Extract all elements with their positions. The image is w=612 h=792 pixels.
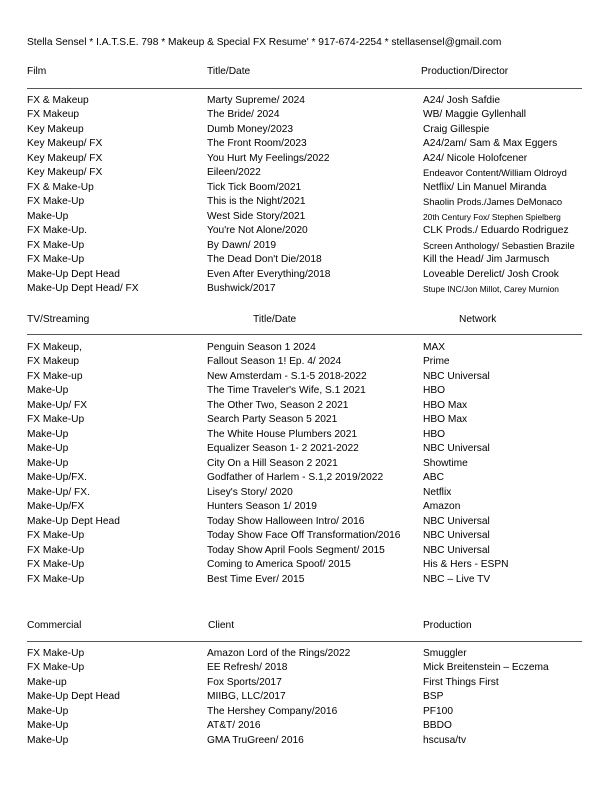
credit-title: Search Party Season 5 2021 — [207, 414, 338, 426]
credit-title: Lisey's Story/ 2020 — [207, 486, 293, 498]
credit-production: NBC – Live TV — [423, 573, 491, 585]
credit-title: This is the Night/2021 — [207, 196, 306, 208]
film-credit-row — [0, 152, 612, 166]
tv-section-header — [0, 314, 612, 328]
credit-production: NBC Universal — [423, 544, 490, 556]
credit-production: PF100 — [423, 705, 454, 717]
commercial-divider — [27, 641, 582, 642]
credit-role: FX Make-Up — [27, 662, 85, 674]
credit-title: The White House Plumbers 2021 — [207, 428, 358, 440]
credit-title: Equalizer Season 1- 2 2021-2022 — [207, 443, 359, 455]
credit-role: Make-Up Dept Head/ FX — [27, 283, 139, 295]
credit-title: The Time Traveler's Wife, S.1 2021 — [207, 385, 366, 397]
film-credit-row — [0, 94, 612, 108]
film-credit-row — [0, 224, 612, 238]
credit-role: Key Makeup — [27, 123, 84, 135]
credit-role: FX Makeup, — [27, 342, 82, 353]
credit-production: HBO — [423, 385, 446, 397]
tv-col-role: TV/Streaming — [27, 314, 90, 325]
film-credit-row — [0, 137, 612, 151]
credit-role: FX Make-Up — [27, 414, 85, 426]
credit-title: Godfather of Harlem - S.1,2 2019/2022 — [207, 472, 384, 484]
commercial-list — [0, 647, 612, 748]
credit-role: FX Make-Up — [27, 648, 85, 659]
credit-production: HBO Max — [423, 399, 468, 411]
credit-title: City On a Hill Season 2 2021 — [207, 457, 338, 469]
credit-title: By Dawn/ 2019 — [207, 239, 277, 251]
credit-role: FX Make-Up — [27, 239, 85, 251]
credit-production: Screen Anthology/ Sebastien Brazile — [423, 239, 575, 251]
credit-title: MIIBG, LLC/2017 — [207, 691, 286, 703]
credit-production: A24/ Josh Safdie — [423, 95, 501, 106]
credit-role: Key Makeup/ FX — [27, 138, 103, 150]
credit-title: The Bride/ 2024 — [207, 109, 280, 121]
credit-production: 20th Century Fox/ Stephen Spielberg — [423, 211, 561, 222]
credit-title: Today Show Halloween Intro/ 2016 — [207, 515, 365, 527]
film-credit-row — [0, 268, 612, 282]
credit-role: FX Make-Up — [27, 559, 85, 571]
credit-title: You're Not Alone/2020 — [207, 225, 308, 237]
credit-production: Smuggler — [423, 648, 467, 659]
credit-title: The Hershey Company/2016 — [207, 705, 338, 717]
credit-production: Shaolin Prods./James DeMonaco — [423, 196, 563, 208]
credit-role: FX Make-Up — [27, 544, 85, 556]
tv-credit-row — [0, 457, 612, 471]
credit-role: FX Make-up — [27, 370, 83, 382]
credit-production: Netflix/ Lin Manuel Miranda — [423, 181, 547, 193]
credit-title: AT&T/ 2016 — [207, 720, 261, 732]
credit-title: Marty Supreme/ 2024 — [207, 95, 305, 106]
tv-credit-row — [0, 573, 612, 587]
credit-role: FX & Make-Up — [27, 181, 94, 193]
film-list — [0, 94, 612, 297]
credit-production: Prime — [423, 356, 450, 368]
tv-credit-row — [0, 442, 612, 456]
tv-credit-row — [0, 428, 612, 442]
commercial-credit-row — [0, 676, 612, 690]
credit-title: Coming to America Spoof/ 2015 — [207, 559, 351, 571]
credit-production: Netflix — [423, 486, 452, 498]
credit-production: BSP — [423, 691, 444, 703]
credit-title: Today Show April Fools Segment/ 2015 — [207, 544, 385, 556]
film-credit-row — [0, 253, 612, 267]
tv-credit-row — [0, 515, 612, 529]
commercial-credit-row — [0, 661, 612, 675]
credit-production: Stupe INC/Jon Millot, Carey Murnion — [423, 284, 559, 295]
film-section-header — [0, 66, 612, 80]
credit-title: New Amsterdam - S.1-5 2018-2022 — [207, 370, 367, 382]
film-col-production: Production/Director — [421, 66, 509, 77]
credit-title: The Front Room/2023 — [207, 138, 307, 150]
credit-role: Make-up — [27, 676, 67, 688]
credit-role: Make-Up — [27, 705, 69, 717]
credit-production: BBDO — [423, 720, 452, 732]
credit-production: HBO Max — [423, 414, 468, 426]
credit-role: Make-Up/FX. — [27, 472, 88, 484]
tv-credit-row — [0, 413, 612, 427]
film-divider — [27, 88, 582, 89]
credit-title: Tick Tick Boom/2021 — [207, 181, 302, 193]
credit-role: Make-Up Dept Head — [27, 515, 120, 527]
tv-list — [0, 341, 612, 587]
credit-production: Amazon — [423, 501, 461, 513]
commercial-col-role: Commercial — [27, 620, 82, 631]
film-credit-row — [0, 181, 612, 195]
credit-title: You Hurt My Feelings/2022 — [207, 152, 330, 164]
credit-role: Make-Up/ FX. — [27, 486, 90, 498]
credit-role: FX Make-Up — [27, 573, 85, 585]
credit-production: Showtime — [423, 457, 468, 469]
film-credit-row — [0, 239, 612, 253]
credit-production: A24/ Nicole Holofcener — [423, 152, 528, 164]
credit-role: FX Makeup — [27, 109, 80, 121]
credit-role: Make-Up — [27, 385, 69, 397]
film-credit-row — [0, 195, 612, 209]
credit-role: FX & Makeup — [27, 95, 89, 106]
tv-credit-row — [0, 471, 612, 485]
credit-title: Best Time Ever/ 2015 — [207, 573, 305, 585]
credit-title: West Side Story/2021 — [207, 210, 306, 222]
film-credit-row — [0, 210, 612, 224]
credit-role: Key Makeup/ FX — [27, 152, 103, 164]
credit-production: NBC Universal — [423, 370, 490, 382]
credit-production: Loveable Derelict/ Josh Crook — [423, 268, 559, 280]
credit-role: FX Make-Up — [27, 530, 85, 542]
credit-production: Endeavor Content/William Oldroyd — [423, 167, 567, 179]
resume-header: Stella Sensel * I.A.T.S.E. 798 * Makeup & Special FX Resume' * 917-674-2254 * stellasensel@gmail.com — [27, 37, 502, 48]
commercial-section-header — [0, 620, 612, 634]
credit-role: Make-Up/ FX — [27, 399, 88, 411]
credit-title: EE Refresh/ 2018 — [207, 662, 288, 674]
credit-production: First Things First — [423, 676, 499, 688]
credit-role: Make-Up — [27, 720, 69, 732]
credit-role: Make-Up — [27, 210, 69, 222]
credit-title: Fallout Season 1! Ep. 4/ 2024 — [207, 356, 342, 368]
credit-title: The Other Two, Season 2 2021 — [207, 399, 349, 411]
credit-production: NBC Universal — [423, 530, 490, 542]
tv-col-title: Title/Date — [253, 314, 297, 325]
credit-role: Make-Up — [27, 734, 69, 746]
tv-credit-row — [0, 384, 612, 398]
commercial-credit-row — [0, 734, 612, 748]
credit-production: MAX — [423, 342, 446, 353]
commercial-col-production: Production — [423, 620, 472, 631]
tv-col-network: Network — [459, 314, 497, 325]
credit-role: Make-Up — [27, 443, 69, 455]
film-credit-row — [0, 123, 612, 137]
credit-title: Today Show Face Off Transformation/2016 — [207, 530, 401, 542]
credit-title: Fox Sports/2017 — [207, 676, 282, 688]
tv-credit-row — [0, 370, 612, 384]
credit-title: GMA TruGreen/ 2016 — [207, 734, 304, 746]
tv-credit-row — [0, 529, 612, 543]
credit-production: HBO — [423, 428, 446, 440]
credit-production: A24/2am/ Sam & Max Eggers — [423, 138, 558, 150]
credit-role: Make-Up Dept Head — [27, 691, 120, 703]
film-col-role: Film — [27, 66, 47, 77]
tv-credit-row — [0, 558, 612, 572]
commercial-credit-row — [0, 647, 612, 661]
credit-production: NBC Universal — [423, 515, 490, 527]
credit-role: FX Make-Up — [27, 254, 85, 266]
credit-role: Make-Up — [27, 457, 69, 469]
film-credit-row — [0, 282, 612, 296]
credit-production: hscusa/tv — [423, 734, 467, 746]
credit-role: FX Makeup — [27, 356, 80, 368]
film-credit-row — [0, 166, 612, 180]
credit-production: Kill the Head/ Jim Jarmusch — [423, 254, 550, 266]
credit-production: ABC — [423, 472, 444, 484]
tv-credit-row — [0, 500, 612, 514]
commercial-col-client: Client — [208, 620, 235, 631]
credit-title: Hunters Season 1/ 2019 — [207, 501, 317, 513]
credit-production: WB/ Maggie Gyllenhall — [423, 109, 527, 121]
credit-role: Make-Up Dept Head — [27, 268, 120, 280]
credit-role: Key Makeup/ FX — [27, 167, 103, 179]
credit-production: CLK Prods./ Eduardo Rodriguez — [423, 225, 569, 237]
credit-title: Eileen/2022 — [207, 167, 261, 179]
tv-credit-row — [0, 486, 612, 500]
credit-title: Even After Everything/2018 — [207, 268, 331, 280]
tv-credit-row — [0, 355, 612, 369]
credit-production: Craig Gillespie — [423, 123, 490, 135]
commercial-credit-row — [0, 690, 612, 704]
tv-credit-row — [0, 399, 612, 413]
commercial-credit-row — [0, 705, 612, 719]
credit-production: Mick Breitenstein – Eczema — [423, 662, 549, 674]
credit-role: Make-Up — [27, 428, 69, 440]
commercial-credit-row — [0, 719, 612, 733]
film-col-title: Title/Date — [207, 66, 251, 77]
credit-production: NBC Universal — [423, 443, 490, 455]
credit-title: Penguin Season 1 2024 — [207, 342, 316, 353]
credit-production: His & Hers - ESPN — [423, 559, 509, 571]
credit-role: FX Make-Up. — [27, 225, 88, 237]
credit-role: FX Make-Up — [27, 196, 85, 208]
credit-title: Amazon Lord of the Rings/2022 — [207, 648, 351, 659]
credit-title: The Dead Don't Die/2018 — [207, 254, 322, 266]
tv-divider — [27, 334, 582, 335]
credit-role: Make-Up/FX — [27, 501, 85, 513]
credit-title: Dumb Money/2023 — [207, 123, 294, 135]
tv-credit-row — [0, 341, 612, 355]
credit-title: Bushwick/2017 — [207, 283, 276, 295]
tv-credit-row — [0, 544, 612, 558]
film-credit-row — [0, 108, 612, 122]
